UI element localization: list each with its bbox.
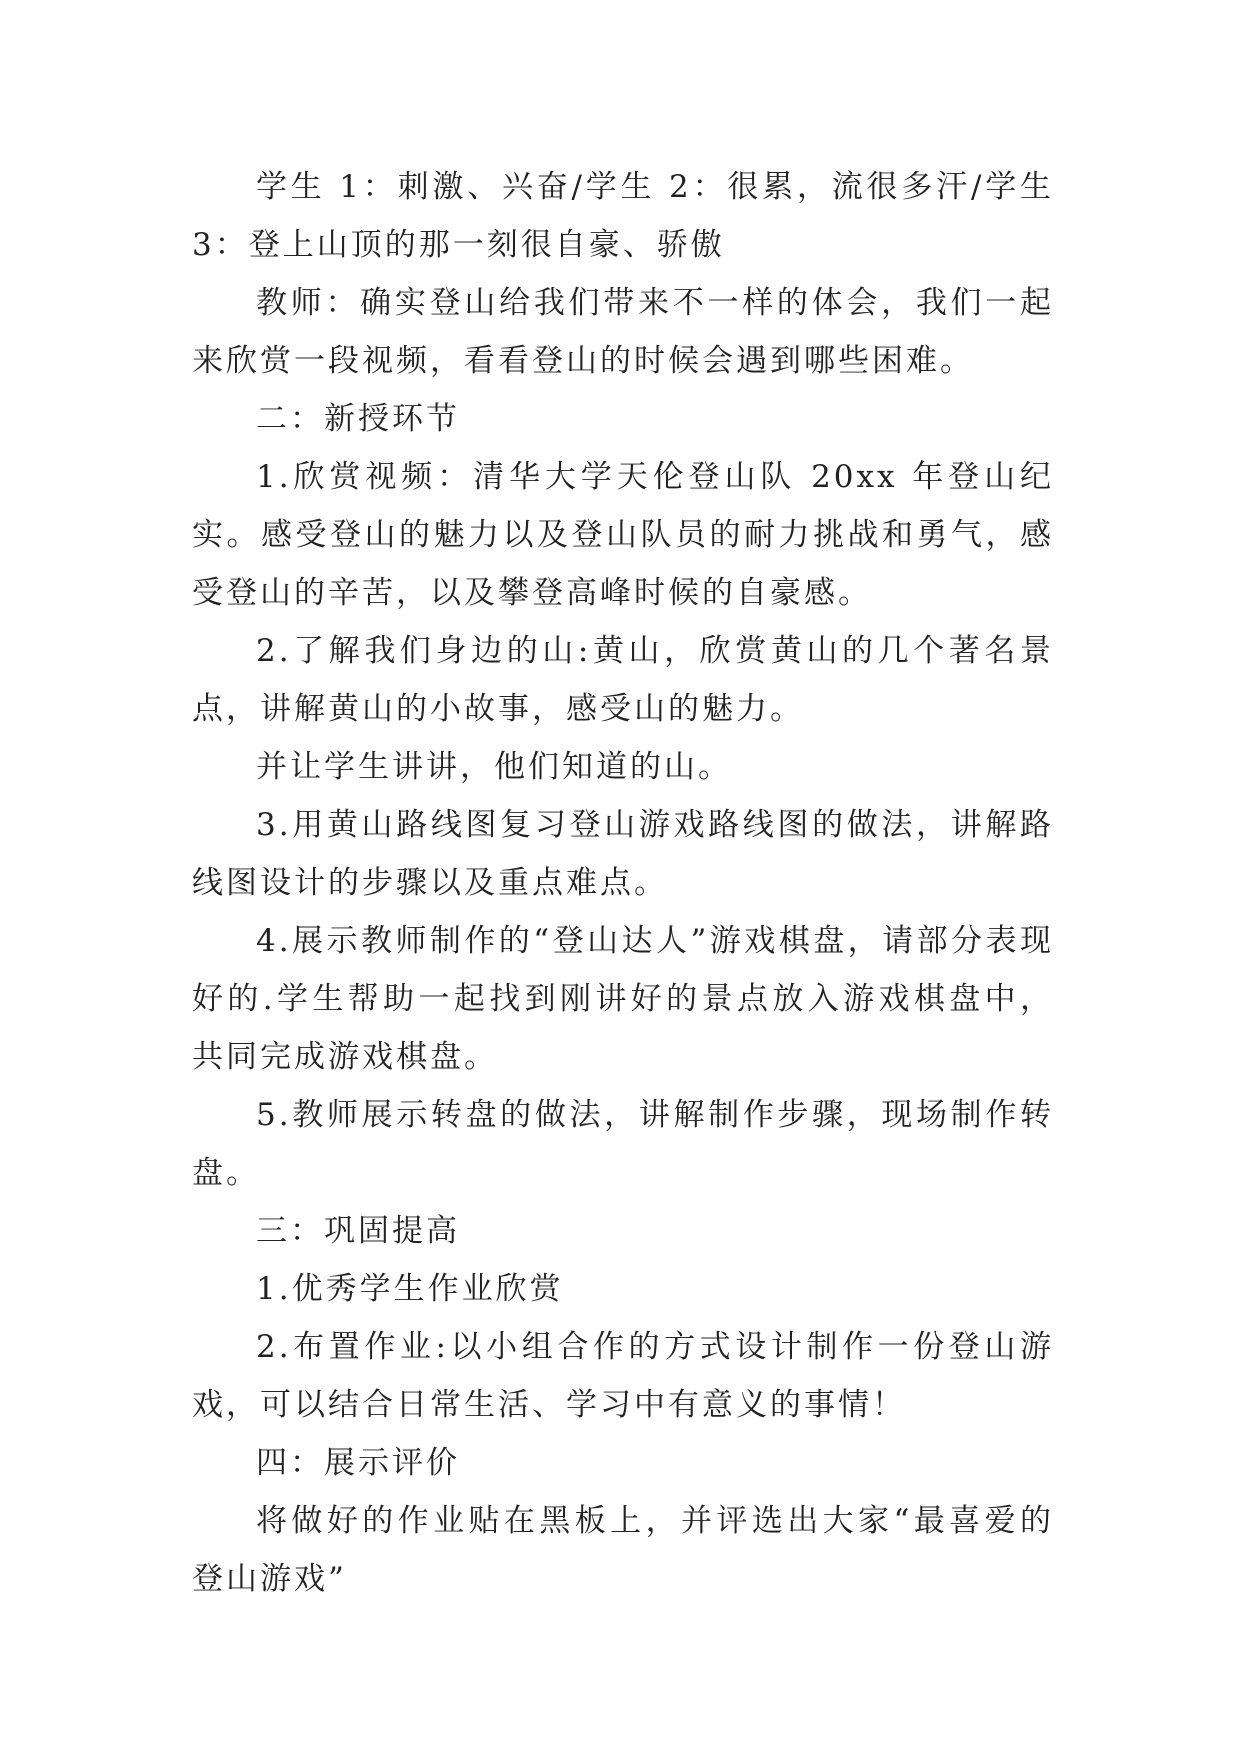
paragraph-teacher-intro: 教师：确实登山给我们带来不一样的体会，我们一起来欣赏一段视频，看看登山的时候会遇到哪些困难。 xyxy=(192,285,1054,379)
paragraph-evaluation: 将做好的作业贴在黑板上，并评选出大家“最喜爱的登山游戏” xyxy=(192,1503,1054,1597)
paragraph-student-feelings: 学生 1：刺激、兴奋/学生 2：很累，流很多汗/学生 3：登上山顶的那一刻很自豪、骄傲 xyxy=(192,169,1054,263)
paragraph-step-4-game-board: 4.展示教师制作的“登山达人”游戏棋盘，请部分表现好的.学生帮助一起找到刚讲好的景点放入游戏棋盘中，共同完成游戏棋盘。 xyxy=(192,923,1054,1075)
paragraph-students-talk: 并让学生讲讲，他们知道的山。 xyxy=(256,749,732,785)
paragraph-step-2-huangshan: 2.了解我们身边的山:黄山，欣赏黄山的几个著名景点，讲解黄山的小故事，感受山的魅力。 xyxy=(192,633,1054,727)
section-heading-new-lesson: 二：新授环节 xyxy=(256,401,460,437)
paragraph-step-5-spinner: 5.教师展示转盘的做法，讲解制作步骤，现场制作转盘。 xyxy=(192,1097,1054,1191)
paragraph-homework-appreciation: 1.优秀学生作业欣赏 xyxy=(256,1271,564,1307)
section-heading-consolidation: 三：巩固提高 xyxy=(256,1213,460,1249)
section-heading-evaluation: 四：展示评价 xyxy=(256,1445,460,1481)
paragraph-step-1-video: 1.欣赏视频：清华大学天伦登山队 20xx 年登山纪实。感受登山的魅力以及登山队员的耐力挑战和勇气，感受登山的辛苦，以及攀登高峰时候的自豪感。 xyxy=(192,459,1054,611)
paragraph-step-3-route-map: 3.用黄山路线图复习登山游戏路线图的做法，讲解路线图设计的步骤以及重点难点。 xyxy=(192,807,1054,901)
document-body xyxy=(192,158,1054,1608)
paragraph-homework-assignment: 2.布置作业:以小组合作的方式设计制作一份登山游戏，可以结合日常生活、学习中有意义的事情！ xyxy=(192,1329,1054,1423)
